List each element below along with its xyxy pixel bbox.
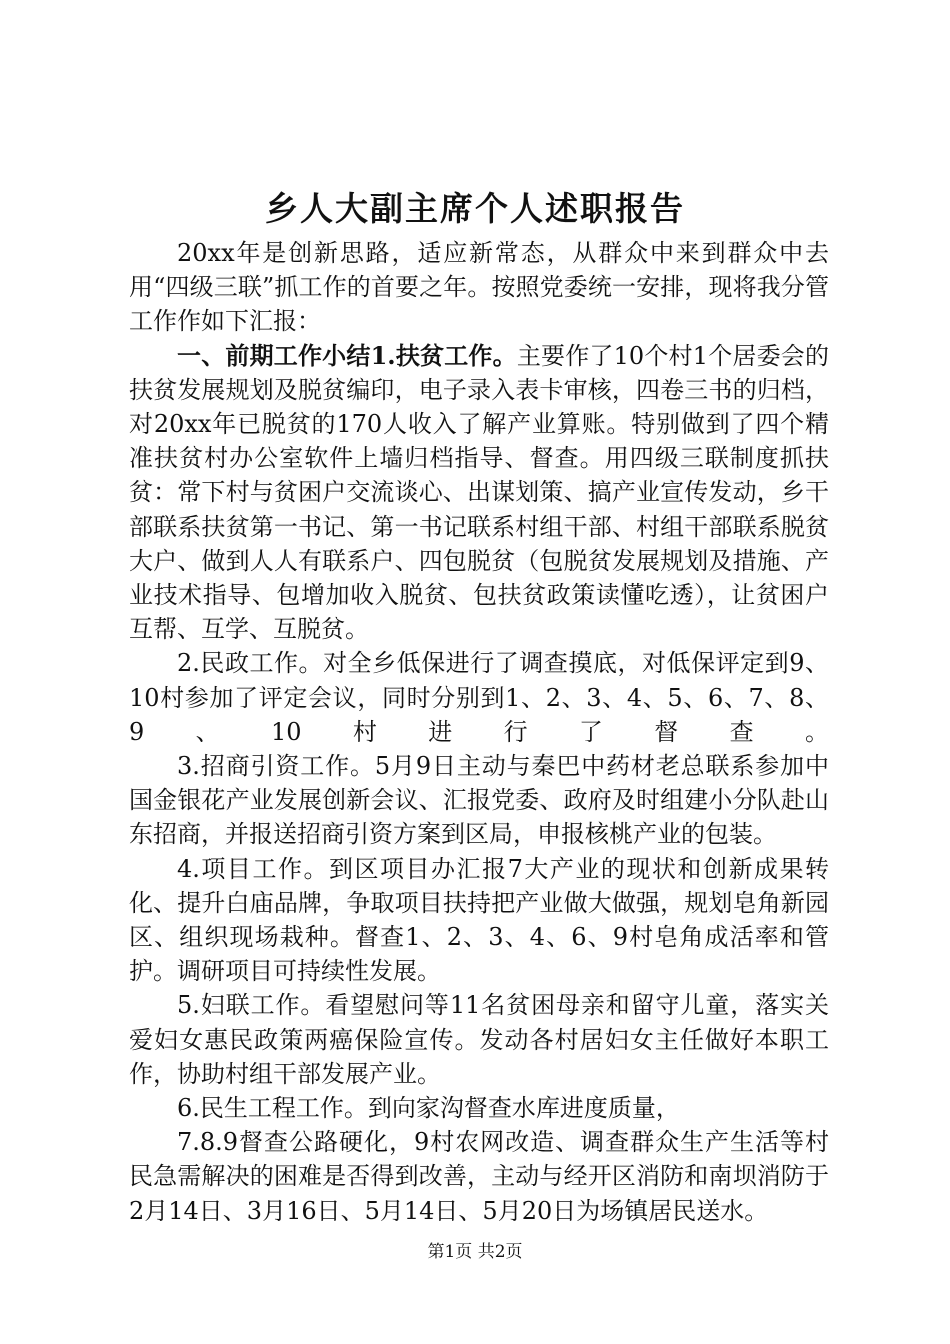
investment-paragraph: [129, 749, 829, 852]
livelihood-projects-paragraph: [129, 1091, 829, 1125]
paragraph-text: 7.8.9督查公路硬化，9村农网改造、调查群众生产生活等村民急需解决的困难是否得到改善，主动与经开区消防和南坝消防于2月14日、3月16日、5月14日、5月20日为场镇居民送水。: [129, 1128, 829, 1225]
projects-paragraph: [129, 852, 829, 989]
paragraph-text: 2.民政工作。对全乡低保进行了调查摸底，对低保评定到9、10村参加了评定会议，同时分别到1、2、3、4、5、6、7、8、9、10村进行了督查。: [129, 649, 829, 746]
civil-affairs-paragraph: [129, 646, 829, 749]
paragraph-text: 3.招商引资工作。5月9日主动与秦巴中药材老总联系参加中国金银花产业发展创新会议、汇报党委、政府及时组建小分队赴山东招商，并报送招商引资方案到区局，申报核桃产业的包装。: [129, 752, 829, 849]
subsection-heading: 1.扶贫工作。: [370, 340, 517, 370]
paragraph-text: 6.民生工程工作。到向家沟督查水库进度质量，: [177, 1094, 680, 1123]
intro-paragraph: [129, 236, 829, 339]
document-body: [129, 236, 829, 1228]
paragraph-text: 20xx年是创新思路，适应新常态，从群众中来到群众中去用“四级三联”抓工作的首要之年。按照党委统一安排，现将我分管工作作如下汇报：: [129, 239, 829, 336]
poverty-alleviation-paragraph: [129, 339, 829, 647]
section-heading: 一、前期工作小结: [177, 340, 371, 370]
womens-federation-paragraph: [129, 988, 829, 1091]
paragraph-text: 5.妇联工作。看望慰问等11名贫困母亲和留守儿童，落实关爱妇女惠民政策两癌保险宣传。发动各村居妇女主任做好本职工作，协助村组干部发展产业。: [129, 991, 829, 1088]
paragraph-text: 4.项目工作。到区项目办汇报7大产业的现状和创新成果转化、提升白庙品牌，争取项目扶持把产业做大做强，规划皂角新园区、组织现场栽种。督查1、2、3、4、6、9村皂角成活率和管护。调研项目可持续性发展。: [129, 854, 829, 986]
road-and-water-paragraph: [129, 1125, 829, 1228]
paragraph-text: 主要作了10个村1个居委会的扶贫发展规划及脱贫编印，电子录入表卡审核，四卷三书的归档，对20xx年已脱贫的170人收入了解产业算账。特别做到了四个精准扶贫村办公室软件上墙归档指导、督查。用四级三联制度抓扶贫：常下村与贫困户交流谈心、出谋划策、搞产业宣传发动，乡干部联系扶贫第一书记、第一书记联系村组干部、村组干部联系脱贫大户、做到人人有联系户、四包脱贫（包脱贫发展规划及措施、产业技术指导、包增加收入脱贫、包扶贫政策读懂吃透），让贫困户互帮、互学、互脱贫。: [129, 341, 830, 644]
page-number-footer: 第1页 共2页: [427, 1242, 523, 1262]
document-title: 乡人大副主席个人述职报告: [265, 189, 685, 228]
